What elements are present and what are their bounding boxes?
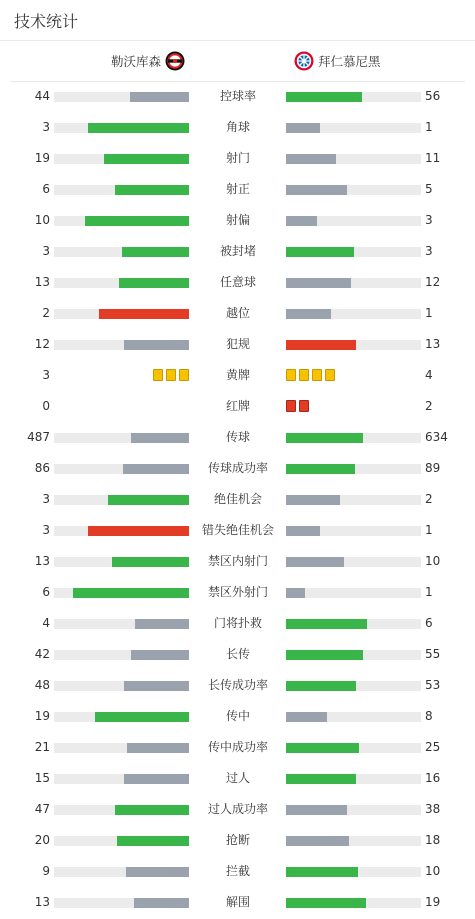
away-bar-fill xyxy=(286,867,358,877)
home-value: 3 xyxy=(42,492,50,506)
home-value: 9 xyxy=(42,864,50,878)
stat-row xyxy=(0,608,475,639)
home-bar-fill xyxy=(131,433,189,443)
away-cards xyxy=(286,400,309,413)
away-bar-fill xyxy=(286,185,347,195)
stat-label: 被封堵 xyxy=(219,244,256,258)
stat-row xyxy=(0,794,475,825)
home-bar-fill xyxy=(122,247,190,257)
away-value: 3 xyxy=(425,213,433,227)
away-bar-fill xyxy=(286,154,336,164)
away-value: 10 xyxy=(425,864,441,878)
home-bar-track xyxy=(54,154,189,164)
away-bar-track xyxy=(286,340,421,350)
away-bar-track xyxy=(286,185,421,195)
away-bar-fill xyxy=(286,464,355,474)
home-bar-track xyxy=(54,867,189,877)
stat-label: 角球 xyxy=(225,120,250,134)
away-bar-track xyxy=(286,309,421,319)
home-bar-fill xyxy=(88,526,189,536)
home-value: 48 xyxy=(34,678,50,692)
home-bar-track xyxy=(54,712,189,722)
home-bar-track xyxy=(54,123,189,133)
home-value: 3 xyxy=(42,523,50,537)
away-value: 6 xyxy=(425,616,433,630)
home-bar-track xyxy=(54,836,189,846)
home-bar-fill xyxy=(95,712,190,722)
stat-label: 传中 xyxy=(225,709,250,723)
away-bar-track xyxy=(286,805,421,815)
stat-label: 射正 xyxy=(225,182,250,196)
stat-row xyxy=(0,887,475,918)
teams-header xyxy=(10,41,465,82)
away-value: 3 xyxy=(425,244,433,258)
yellow-card-icon xyxy=(312,369,322,381)
away-bar-track xyxy=(286,216,421,226)
home-cards xyxy=(153,369,189,382)
away-value: 25 xyxy=(425,740,441,754)
away-bar-fill xyxy=(286,836,349,846)
stat-label: 长传成功率 xyxy=(207,678,268,692)
away-bar-fill xyxy=(286,774,356,784)
stat-row xyxy=(0,81,475,112)
stat-row xyxy=(0,577,475,608)
stat-label: 传球 xyxy=(225,430,250,444)
away-team[interactable] xyxy=(290,51,381,71)
stat-row xyxy=(0,174,475,205)
away-team-name: 拜仁慕尼黑 xyxy=(318,54,381,69)
home-bar-fill xyxy=(134,898,189,908)
away-value: 1 xyxy=(425,585,433,599)
home-value: 47 xyxy=(34,802,50,816)
away-bar-fill xyxy=(286,650,363,660)
home-bar-track xyxy=(54,619,189,629)
away-bar-fill xyxy=(286,123,320,133)
away-bar-fill xyxy=(286,681,356,691)
stat-label: 禁区外射门 xyxy=(207,585,268,599)
home-value: 44 xyxy=(34,89,50,103)
home-value: 3 xyxy=(42,120,50,134)
away-value: 89 xyxy=(425,461,441,475)
away-cards xyxy=(286,369,335,382)
home-bar-track xyxy=(54,526,189,536)
away-bar-fill xyxy=(286,712,327,722)
home-bar-fill xyxy=(112,557,189,567)
away-value: 2 xyxy=(425,399,433,413)
away-value: 1 xyxy=(425,120,433,134)
home-bar-track xyxy=(54,340,189,350)
away-value: 8 xyxy=(425,709,433,723)
home-value: 42 xyxy=(34,647,50,661)
stat-row xyxy=(0,825,475,856)
away-bar-track xyxy=(286,743,421,753)
away-bar-fill xyxy=(286,309,331,319)
away-value: 53 xyxy=(425,678,441,692)
home-value: 21 xyxy=(34,740,50,754)
away-bar-track xyxy=(286,712,421,722)
home-value: 15 xyxy=(34,771,50,785)
away-bar-track xyxy=(286,557,421,567)
home-bar-fill xyxy=(117,836,189,846)
away-bar-fill xyxy=(286,526,320,536)
home-bar-track xyxy=(54,464,189,474)
away-bar-fill xyxy=(286,278,351,288)
stat-label: 犯规 xyxy=(225,337,250,351)
away-value: 1 xyxy=(425,306,433,320)
home-bar-fill xyxy=(99,309,189,319)
stat-label: 过人成功率 xyxy=(207,802,268,816)
home-team-name: 勒沃库森 xyxy=(110,54,161,69)
home-bar-fill xyxy=(130,92,189,102)
stat-row xyxy=(0,732,475,763)
away-bar-fill xyxy=(286,216,317,226)
away-bar-track xyxy=(286,650,421,660)
away-value: 19 xyxy=(425,895,441,909)
stat-row xyxy=(0,453,475,484)
away-bar-track xyxy=(286,898,421,908)
yellow-card-icon xyxy=(325,369,335,381)
away-value: 56 xyxy=(425,89,441,103)
away-bar-fill xyxy=(286,743,359,753)
stat-label: 门将扑救 xyxy=(213,616,262,630)
home-bar-track xyxy=(54,495,189,505)
home-bar-track xyxy=(54,433,189,443)
bayern-crest-icon xyxy=(294,51,314,71)
stat-row xyxy=(0,360,475,391)
stat-label: 传中成功率 xyxy=(207,740,268,754)
home-bar-fill xyxy=(131,650,189,660)
away-bar-track xyxy=(286,92,421,102)
away-bar-track xyxy=(286,526,421,536)
stat-label: 长传 xyxy=(225,647,250,661)
home-value: 4 xyxy=(42,616,50,630)
stat-label: 解围 xyxy=(225,895,250,909)
away-value: 11 xyxy=(425,151,441,165)
stat-label: 抢断 xyxy=(225,833,250,847)
away-bar-fill xyxy=(286,557,344,567)
away-bar-track xyxy=(286,495,421,505)
home-bar-track xyxy=(54,681,189,691)
home-bar-fill xyxy=(127,743,189,753)
home-bar-track xyxy=(54,278,189,288)
away-bar-track xyxy=(286,588,421,598)
away-bar-track xyxy=(286,154,421,164)
away-bar-fill xyxy=(286,340,356,350)
away-bar-fill xyxy=(286,588,305,598)
home-value: 0 xyxy=(42,399,50,413)
away-value: 10 xyxy=(425,554,441,568)
yellow-card-icon xyxy=(153,369,163,381)
stat-label: 红牌 xyxy=(225,399,250,413)
stat-row xyxy=(0,205,475,236)
home-value: 6 xyxy=(42,585,50,599)
stat-row xyxy=(0,391,475,422)
home-bar-track xyxy=(54,898,189,908)
stat-label: 任意球 xyxy=(219,275,256,289)
stat-row xyxy=(0,267,475,298)
leverkusen-crest-icon xyxy=(165,51,185,71)
away-bar-fill xyxy=(286,433,363,443)
stat-row xyxy=(0,546,475,577)
away-value: 13 xyxy=(425,337,441,351)
header-bar xyxy=(0,0,475,41)
yellow-card-icon xyxy=(179,369,189,381)
stat-row xyxy=(0,701,475,732)
home-bar-fill xyxy=(123,464,189,474)
home-bar-fill xyxy=(119,278,189,288)
home-bar-fill xyxy=(135,619,189,629)
home-value: 13 xyxy=(34,275,50,289)
away-value: 38 xyxy=(425,802,441,816)
red-card-icon xyxy=(286,400,296,412)
home-bar-track xyxy=(54,774,189,784)
away-bar-fill xyxy=(286,92,362,102)
stat-row xyxy=(0,422,475,453)
stat-label: 过人 xyxy=(225,771,250,785)
home-value: 2 xyxy=(42,306,50,320)
home-value: 10 xyxy=(34,213,50,227)
stat-label: 控球率 xyxy=(219,89,256,103)
away-bar-fill xyxy=(286,619,367,629)
home-bar-fill xyxy=(108,495,189,505)
home-bar-fill xyxy=(126,867,189,877)
away-bar-track xyxy=(286,247,421,257)
away-value: 2 xyxy=(425,492,433,506)
away-bar-fill xyxy=(286,805,347,815)
away-value: 12 xyxy=(425,275,441,289)
stat-label: 错失绝佳机会 xyxy=(201,523,274,537)
home-bar-fill xyxy=(104,154,189,164)
home-bar-track xyxy=(54,650,189,660)
home-team[interactable] xyxy=(111,51,189,71)
stat-row xyxy=(0,670,475,701)
away-bar-track xyxy=(286,464,421,474)
home-bar-track xyxy=(54,92,189,102)
home-bar-track xyxy=(54,309,189,319)
stat-row xyxy=(0,484,475,515)
stat-label: 黄牌 xyxy=(225,368,250,382)
away-value: 4 xyxy=(425,368,433,382)
away-bar-track xyxy=(286,433,421,443)
home-bar-fill xyxy=(85,216,189,226)
stat-label: 越位 xyxy=(225,306,250,320)
away-bar-fill xyxy=(286,495,340,505)
home-value: 19 xyxy=(34,709,50,723)
away-bar-track xyxy=(286,836,421,846)
home-value: 6 xyxy=(42,182,50,196)
away-value: 18 xyxy=(425,833,441,847)
yellow-card-icon xyxy=(166,369,176,381)
yellow-card-icon xyxy=(286,369,296,381)
stat-row xyxy=(0,112,475,143)
stat-label: 拦截 xyxy=(225,864,250,878)
home-bar-track xyxy=(54,216,189,226)
away-bar-track xyxy=(286,278,421,288)
home-bar-fill xyxy=(73,588,189,598)
away-bar-track xyxy=(286,123,421,133)
home-value: 86 xyxy=(34,461,50,475)
home-bar-fill xyxy=(124,774,189,784)
home-bar-fill xyxy=(115,185,189,195)
home-value: 3 xyxy=(42,368,50,382)
home-bar-fill xyxy=(115,805,189,815)
home-bar-fill xyxy=(124,340,189,350)
away-bar-fill xyxy=(286,898,366,908)
stat-label: 禁区内射门 xyxy=(207,554,268,568)
stat-row xyxy=(0,856,475,887)
away-bar-track xyxy=(286,619,421,629)
home-value: 13 xyxy=(34,554,50,568)
stat-label: 射门 xyxy=(225,151,250,165)
home-bar-track xyxy=(54,743,189,753)
stat-row xyxy=(0,763,475,794)
stat-row xyxy=(0,639,475,670)
away-value: 5 xyxy=(425,182,433,196)
away-value: 1 xyxy=(425,523,433,537)
home-value: 20 xyxy=(34,833,50,847)
home-bar-track xyxy=(54,557,189,567)
away-bar-track xyxy=(286,681,421,691)
away-value: 634 xyxy=(425,430,448,444)
home-bar-track xyxy=(54,247,189,257)
home-bar-track xyxy=(54,185,189,195)
stat-row xyxy=(0,298,475,329)
away-value: 16 xyxy=(425,771,441,785)
away-bar-track xyxy=(286,774,421,784)
stat-label: 传球成功率 xyxy=(207,461,268,475)
home-bar-track xyxy=(54,805,189,815)
away-bar-track xyxy=(286,867,421,877)
home-value: 487 xyxy=(27,430,50,444)
stat-row xyxy=(0,329,475,360)
stat-label: 射偏 xyxy=(225,213,250,227)
stat-row xyxy=(0,515,475,546)
home-value: 19 xyxy=(34,151,50,165)
stat-row xyxy=(0,236,475,267)
home-bar-track xyxy=(54,588,189,598)
red-card-icon xyxy=(299,400,309,412)
home-value: 3 xyxy=(42,244,50,258)
home-value: 12 xyxy=(34,337,50,351)
away-bar-fill xyxy=(286,247,354,257)
stat-row xyxy=(0,143,475,174)
home-value: 13 xyxy=(34,895,50,909)
home-bar-fill xyxy=(88,123,189,133)
home-bar-fill xyxy=(124,681,189,691)
page-title: 技术统计 xyxy=(14,12,79,31)
stat-label: 绝佳机会 xyxy=(213,492,262,506)
yellow-card-icon xyxy=(299,369,309,381)
away-value: 55 xyxy=(425,647,441,661)
